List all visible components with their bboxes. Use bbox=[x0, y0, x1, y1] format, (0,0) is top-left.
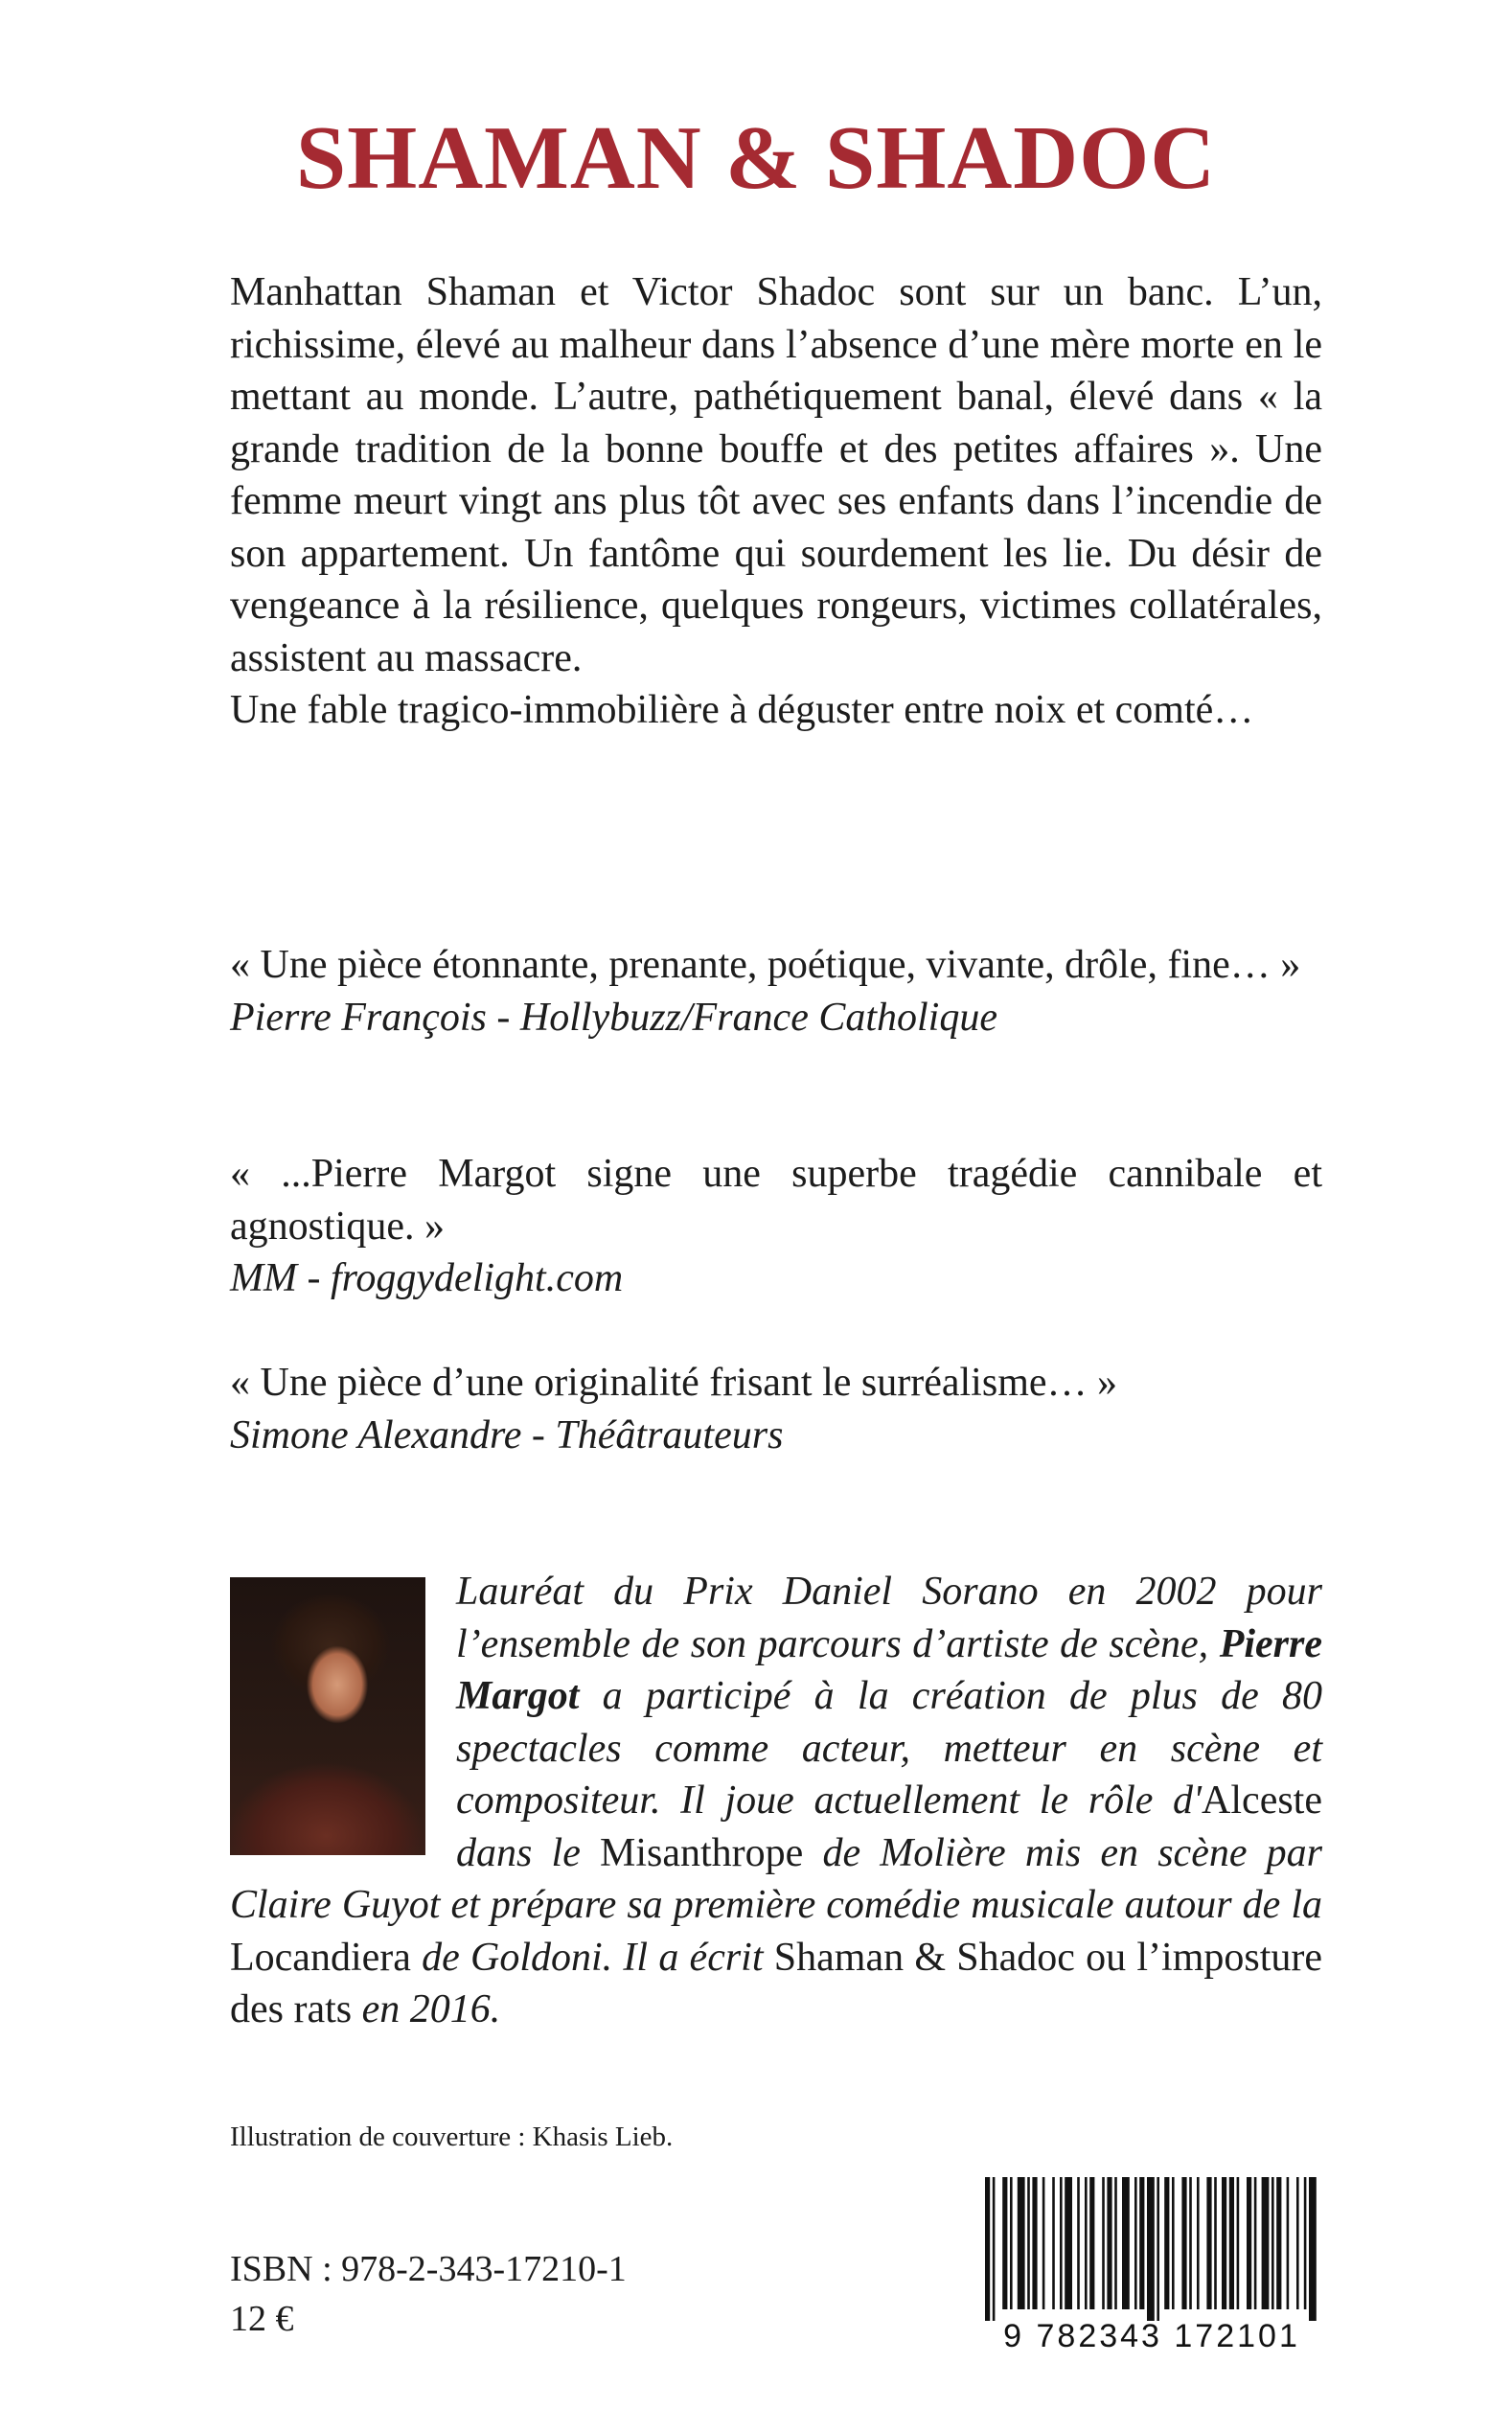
barcode-bar bbox=[1085, 2177, 1088, 2309]
author-bio bbox=[230, 1566, 1322, 2036]
synopsis-paragraph-2: Une fable tragico-immobilière à déguster entre noix et comté… bbox=[230, 688, 1254, 732]
barcode-bar bbox=[1042, 2177, 1045, 2309]
quote-source: MM - froggydelight.com bbox=[230, 1256, 624, 1300]
barcode-bar bbox=[1107, 2177, 1111, 2309]
author-photo bbox=[230, 1577, 425, 1855]
bio-play-title: Locandiera bbox=[230, 1935, 411, 1980]
barcode-bar bbox=[1027, 2177, 1030, 2309]
barcode-bar bbox=[1214, 2177, 1217, 2309]
bio-text: en 2016. bbox=[352, 1987, 501, 2031]
barcode-bar bbox=[1134, 2177, 1137, 2309]
barcode-bar bbox=[1181, 2177, 1186, 2309]
price: 12 € bbox=[230, 2299, 294, 2339]
barcode-bar bbox=[1147, 2177, 1155, 2321]
publication-info bbox=[230, 2244, 627, 2344]
barcode-bar bbox=[1172, 2177, 1175, 2309]
cover-credit: Illustration de couverture : Khasis Lieb. bbox=[230, 2122, 674, 2152]
barcode-bar bbox=[1002, 2177, 1007, 2309]
quote-text: « ...Pierre Margot signe une superbe tragédie cannibale et agnostique. » bbox=[230, 1152, 1322, 1249]
barcode-bar bbox=[1309, 2177, 1317, 2321]
barcode-bar bbox=[1276, 2177, 1281, 2309]
barcode-bar bbox=[1271, 2177, 1274, 2309]
barcode-bar bbox=[1060, 2177, 1063, 2309]
barcode-bar bbox=[1254, 2177, 1257, 2309]
synopsis bbox=[230, 266, 1322, 737]
author-name: Pierre Margot bbox=[456, 1621, 1322, 1718]
barcode-bar bbox=[1139, 2177, 1144, 2309]
barcode-bar bbox=[1206, 2177, 1211, 2309]
barcode-bar bbox=[1010, 2177, 1013, 2309]
barcode-bar bbox=[1189, 2177, 1192, 2309]
bio-text: de Goldoni. Il a écrit bbox=[410, 1935, 774, 1980]
quote-text: « Une pièce d’une originalité frisant le surréalisme… » bbox=[230, 1361, 1118, 1405]
barcode-bar bbox=[1122, 2177, 1130, 2309]
review-quote-2 bbox=[230, 1148, 1322, 1305]
barcode-bar bbox=[1296, 2177, 1299, 2309]
barcode-bar bbox=[1222, 2177, 1226, 2309]
barcode-bar bbox=[1077, 2177, 1080, 2309]
barcode-bar bbox=[1102, 2177, 1105, 2309]
review-quote-1 bbox=[230, 939, 1322, 1044]
bio-text: dans le bbox=[456, 1830, 601, 1875]
barcode-bar bbox=[1114, 2177, 1117, 2309]
barcode-bar bbox=[993, 2177, 996, 2321]
barcode-bar bbox=[1247, 2177, 1251, 2309]
barcode-bar bbox=[1052, 2177, 1055, 2309]
barcode-bar bbox=[1065, 2177, 1072, 2309]
barcode-bar bbox=[1287, 2177, 1290, 2309]
barcode-bar bbox=[1304, 2177, 1307, 2309]
isbn-number: ISBN : 978-2-343-17210-1 bbox=[230, 2249, 627, 2289]
barcode-bar bbox=[1229, 2177, 1234, 2309]
synopsis-paragraph-1: Manhattan Shaman et Victor Shadoc sont sur un banc. L’un, richissime, élevé au malheur dans l’absence d’une mère morte en le mettant au monde. L’autre, pathétiquement banal, élevé dans « la grande tradition de la bonne bouffe et des petites affaires ». Une femme meurt vingt ans plus tôt avec ses enfants dans l’incendie de son appartement. Un fantôme qui sourdement les lie. Du désir de vengeance à la résilience, quelques rongeurs, victimes collatérales, assistent au massacre. bbox=[230, 270, 1322, 680]
bio-text: a participé à la création de plus de 80 spectacles comme acteur, metteur en scène et compositeur. Il joue actuellement le rôle d' bbox=[456, 1674, 1322, 1823]
barcode-bar bbox=[1157, 2177, 1159, 2321]
barcode-bar bbox=[1237, 2177, 1240, 2309]
barcode-bar bbox=[985, 2177, 990, 2321]
bio-play-title: Misanthrope bbox=[600, 1830, 804, 1875]
barcode-digits: 9 782343 172101 bbox=[1003, 2318, 1300, 2354]
bio-text: Lauréat du Prix Daniel Sorano en 2002 pour l’ensemble de son parcours d’artiste de scène, bbox=[456, 1570, 1322, 1666]
bio-play-title: Shaman & Shadoc ou l’imposture des rats bbox=[230, 1935, 1322, 2031]
review-quote-3 bbox=[230, 1357, 1322, 1461]
barcode-bar bbox=[1089, 2177, 1094, 2309]
barcode-bar bbox=[1032, 2177, 1037, 2309]
barcode-bars bbox=[981, 2177, 1322, 2321]
barcode bbox=[981, 2177, 1322, 2355]
quote-source: Pierre François - Hollybuzz/France Catholique bbox=[230, 995, 997, 1040]
barcode-bar bbox=[1262, 2177, 1270, 2309]
barcode-bar bbox=[1164, 2177, 1169, 2309]
barcode-bar bbox=[1018, 2177, 1025, 2309]
quote-source: Simone Alexandre - Théâtrauteurs bbox=[230, 1412, 784, 1457]
book-title: SHAMAN & SHADOC bbox=[295, 108, 1217, 208]
quote-text: « Une pièce étonnante, prenante, poétique, vivante, drôle, fine… » bbox=[230, 943, 1301, 987]
bio-text: de Molière mis en scène par Claire Guyot et prépare sa première comédie musicale autour de la bbox=[230, 1830, 1323, 1927]
bio-role: Alceste bbox=[1202, 1778, 1322, 1823]
barcode-bar bbox=[1197, 2177, 1200, 2309]
